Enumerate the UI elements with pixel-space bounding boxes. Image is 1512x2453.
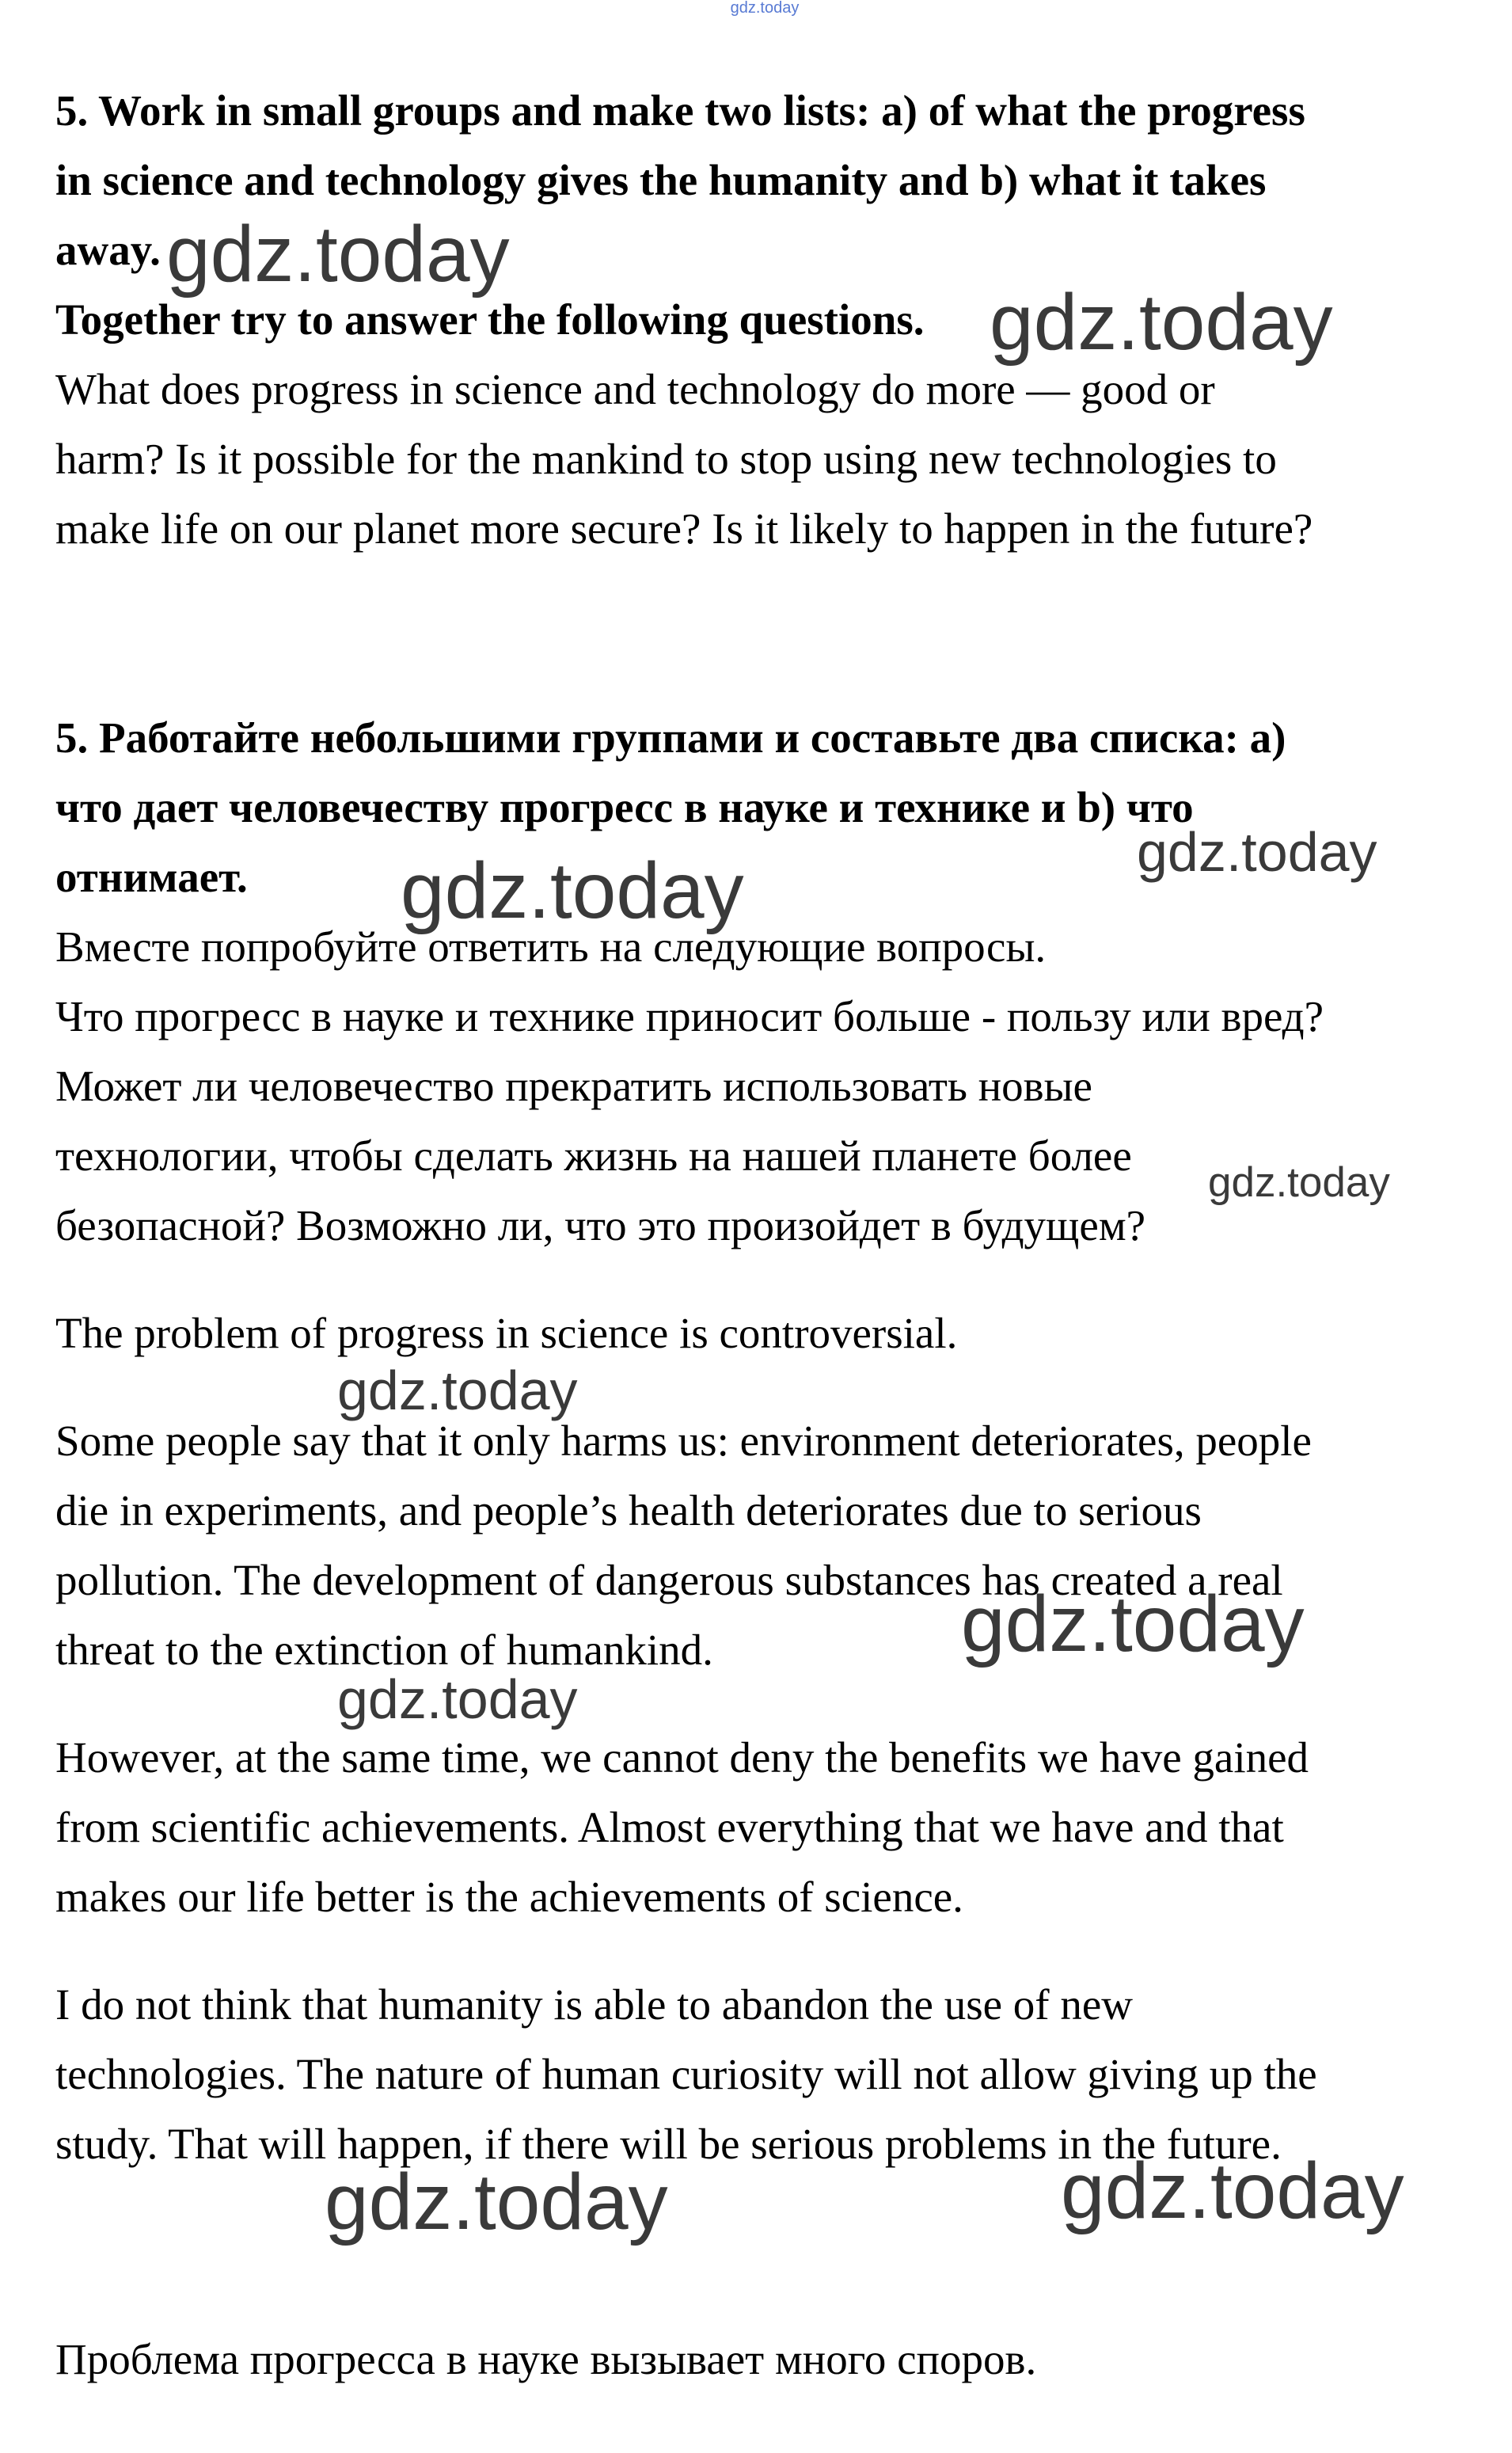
task-ru [55,703,1324,1261]
watermark: gdz.today [961,1580,1305,1668]
task-en-instruction: Together try to answer the following questions. [55,295,925,344]
task-ru-heading-line: 5. Работайте небольшими группами и составьте два списка: а) [55,713,1286,762]
answer-line: makes our life better is the achievements of science. [55,1873,963,1921]
top-watermark: gdz.today [730,0,800,17]
task-ru-heading-line: что дает человечеству прогресс в науке и технике и b) что [55,783,1194,831]
answer-line: However, at the same time, we cannot deny the benefits we have gained [55,1733,1309,1782]
watermark: gdz.today [325,2158,668,2246]
watermark: gdz.today [337,1360,578,1421]
watermark: gdz.today [1208,1159,1390,1206]
task-en-heading-line: in science and technology gives the humanity and b) what it takes [55,156,1267,204]
answer-line: die in experiments, and people’s health deteriorates due to serious [55,1486,1202,1535]
watermark: gdz.today [337,1668,578,1730]
answer-line: from scientific achievements. Almost everything that we have and that [55,1803,1284,1851]
task-ru-heading-line: отнимает. [55,853,248,901]
watermark: gdz.today [401,846,744,935]
task-en-heading-line: away. [55,226,161,274]
task-ru-question-line: технологии, чтобы сделать жизнь на нашей планете более [55,1131,1132,1180]
task-en-question-line: harm? Is it possible for the mankind to stop using new technologies to [55,435,1277,483]
watermark: gdz.today [1061,2147,1404,2235]
answer-line: I do not think that humanity is able to abandon the use of new [55,1980,1133,2029]
answer-line: Some people say that it only harms us: environment deteriorates, people [55,1417,1312,1465]
answer-en-paragraph-2 [55,1723,1309,1932]
answer-line: study. That will happen, if there will be serious problems in the future. [55,2120,1282,2168]
watermark: gdz.today [1137,821,1377,883]
answer-line: threat to the extinction of humankind. [55,1626,713,1674]
task-en-heading-line: 5. Work in small groups and make two lists: a) of what the progress [55,86,1305,135]
answer-line: pollution. The development of dangerous substances has created a real [55,1556,1283,1604]
watermark: gdz.today [990,278,1333,367]
answer-line: technologies. The nature of human curiosity will not allow giving up the [55,2050,1317,2098]
task-ru-question-line: Может ли человечество прекратить использовать новые [55,1062,1092,1110]
task-en-question-line: What does progress in science and technology do more — good or [55,365,1215,413]
task-en-question-line: make life on our planet more secure? Is it likely to happen in the future? [55,504,1313,553]
answer-en-intro [55,1299,957,1368]
answer-ru-intro-line: Проблема прогресса в науке вызывает много споров. [55,2335,1037,2383]
task-ru-question-line: безопасной? Возможно ли, что это произойдет в будущем? [55,1201,1146,1249]
answer-ru-intro [55,2325,1036,2394]
answer-en-intro-line: The problem of progress in science is controversial. [55,1309,958,1357]
watermark: gdz.today [166,210,510,299]
task-ru-instruction: Вместе попробуйте ответить на следующие вопросы. [55,922,1047,971]
task-ru-question-line: Что прогресс в науке и технике приносит больше - пользу или вред? [55,992,1324,1040]
